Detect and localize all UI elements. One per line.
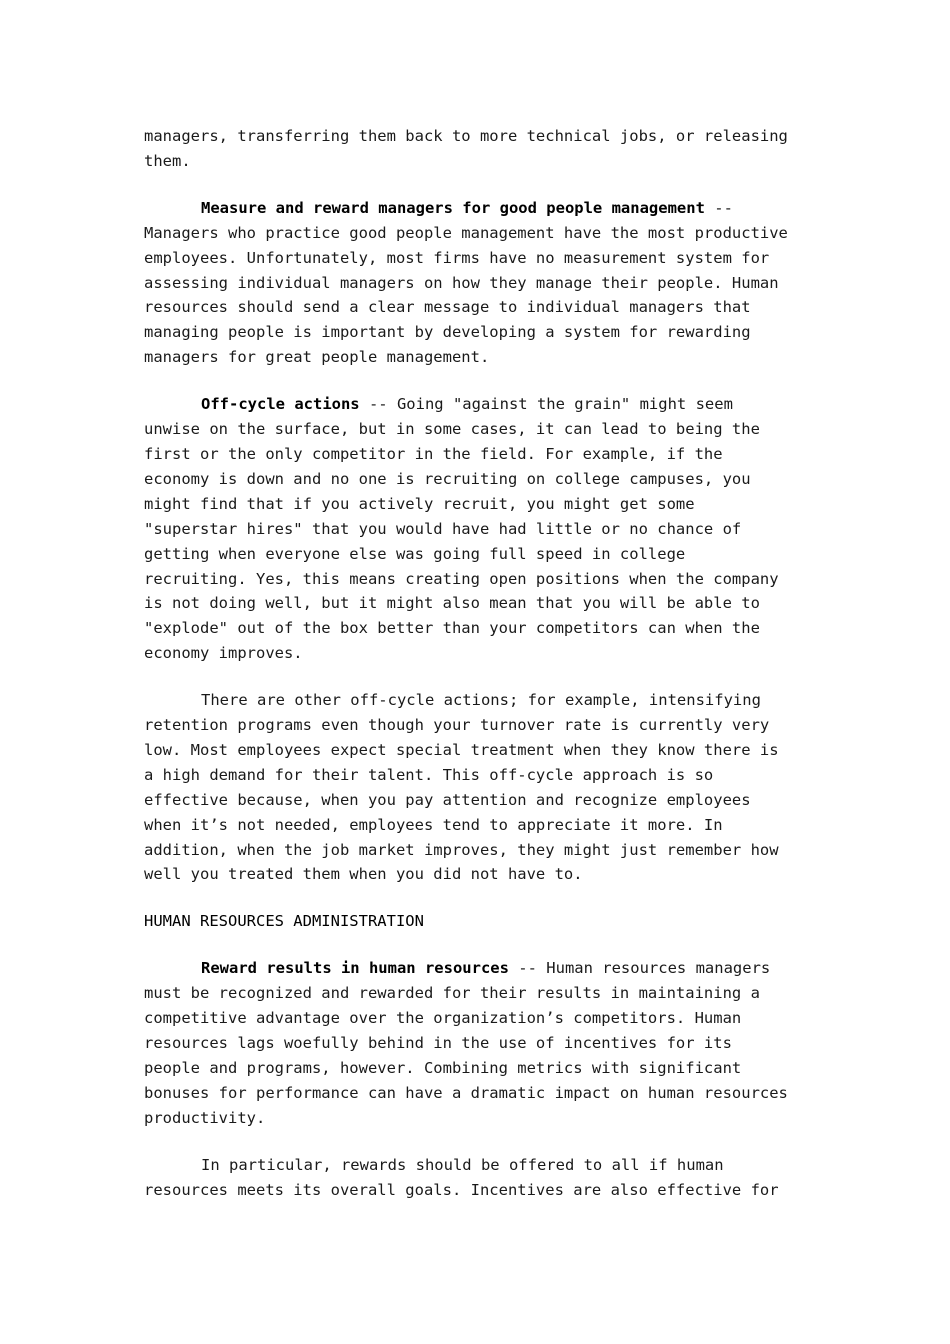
text-line: resources lags woefully behind in the use of incentives for its xyxy=(144,1034,732,1052)
text-line: "superstar hires" that you would have had little or no chance of xyxy=(144,519,742,538)
paragraph-first-line xyxy=(144,956,824,981)
text-line: addition, when the job market improves, they might just remember how xyxy=(144,840,779,859)
paragraph-continuation xyxy=(144,124,824,174)
text-line: productivity. xyxy=(144,1108,266,1127)
paragraph-first-line-text: -- Human resources managers xyxy=(508,959,771,978)
paragraph-in-particular xyxy=(144,1153,824,1203)
text-line: "explode" out of the box better than your competitors can when the xyxy=(144,619,760,638)
text-line: them. xyxy=(144,151,191,170)
text-line: getting when everyone else was going full speed in college xyxy=(144,544,686,563)
paragraph-first-line-text: -- Going "against the grain" might seem xyxy=(359,395,733,414)
paragraph-heading: Measure and reward managers for good people management xyxy=(201,198,705,217)
section-heading: HUMAN RESOURCES ADMINISTRATION xyxy=(144,912,424,931)
paragraph-first-line-text: -- xyxy=(704,198,733,217)
paragraph-first-line: There are other off-cycle actions; for example, intensifying xyxy=(201,691,761,710)
text-line: first or the only competitor in the field. For example, if the xyxy=(144,444,723,463)
paragraph-first-line: In particular, rewards should be offered to all if human xyxy=(201,1155,724,1174)
text-line: unwise on the surface, but in some cases, it can lead to being the xyxy=(144,420,760,439)
paragraph-first-line xyxy=(144,392,824,417)
text-line: resources meets its overall goals. Incentives are also effective for xyxy=(144,1180,779,1199)
text-line: retention programs even though your turnover rate is currently very xyxy=(144,716,770,735)
document-page xyxy=(144,124,824,1224)
paragraph-off-cycle-actions xyxy=(144,392,824,666)
text-line: bonuses for performance can have a dramatic impact on human resources xyxy=(144,1083,788,1102)
paragraph-first-line xyxy=(144,196,824,221)
text-line: economy improves. xyxy=(144,644,303,663)
paragraph-heading: Reward results in human resources xyxy=(201,959,509,978)
text-line: assessing individual managers on how they manage their people. Human xyxy=(144,273,779,292)
paragraph-heading: Off-cycle actions xyxy=(201,395,360,414)
text-line: is not doing well, but it might also mean that you will be able to xyxy=(144,594,760,613)
paragraph-measure-reward-managers xyxy=(144,196,824,370)
text-line: Managers who practice good people management have the most productive xyxy=(144,223,788,242)
text-line: competitive advantage over the organization’s competitors. Human xyxy=(144,1009,742,1028)
text-line: must be recognized and rewarded for their results in maintaining a xyxy=(144,984,760,1003)
text-line: recruiting. Yes, this means creating open positions when the company xyxy=(144,569,779,588)
text-line: a high demand for their talent. This off-cycle approach is so xyxy=(144,765,714,784)
text-line: employees. Unfortunately, most firms have no measurement system for xyxy=(144,248,770,267)
text-line: well you treated them when you did not have to. xyxy=(144,865,583,884)
text-line: managing people is important by developing a system for rewarding xyxy=(144,323,751,342)
text-line: managers for great people management. xyxy=(144,348,490,367)
text-line: resources should send a clear message to individual managers that xyxy=(144,298,751,317)
text-line: people and programs, however. Combining metrics with significant xyxy=(144,1058,742,1077)
text-line: when it’s not needed, employees tend to appreciate it more. In xyxy=(144,815,723,834)
paragraph-reward-results xyxy=(144,956,824,1130)
text-line: economy is down and no one is recruiting on college campuses, you xyxy=(144,469,751,488)
text-line: managers, transferring them back to more technical jobs, or releasing xyxy=(144,127,788,145)
paragraph-other-off-cycle xyxy=(144,688,824,887)
text-line: might find that if you actively recruit, you might get some xyxy=(144,494,695,513)
text-line: effective because, when you pay attention and recognize employees xyxy=(144,790,751,809)
text-line: low. Most employees expect special treatment when they know there is xyxy=(144,740,779,759)
